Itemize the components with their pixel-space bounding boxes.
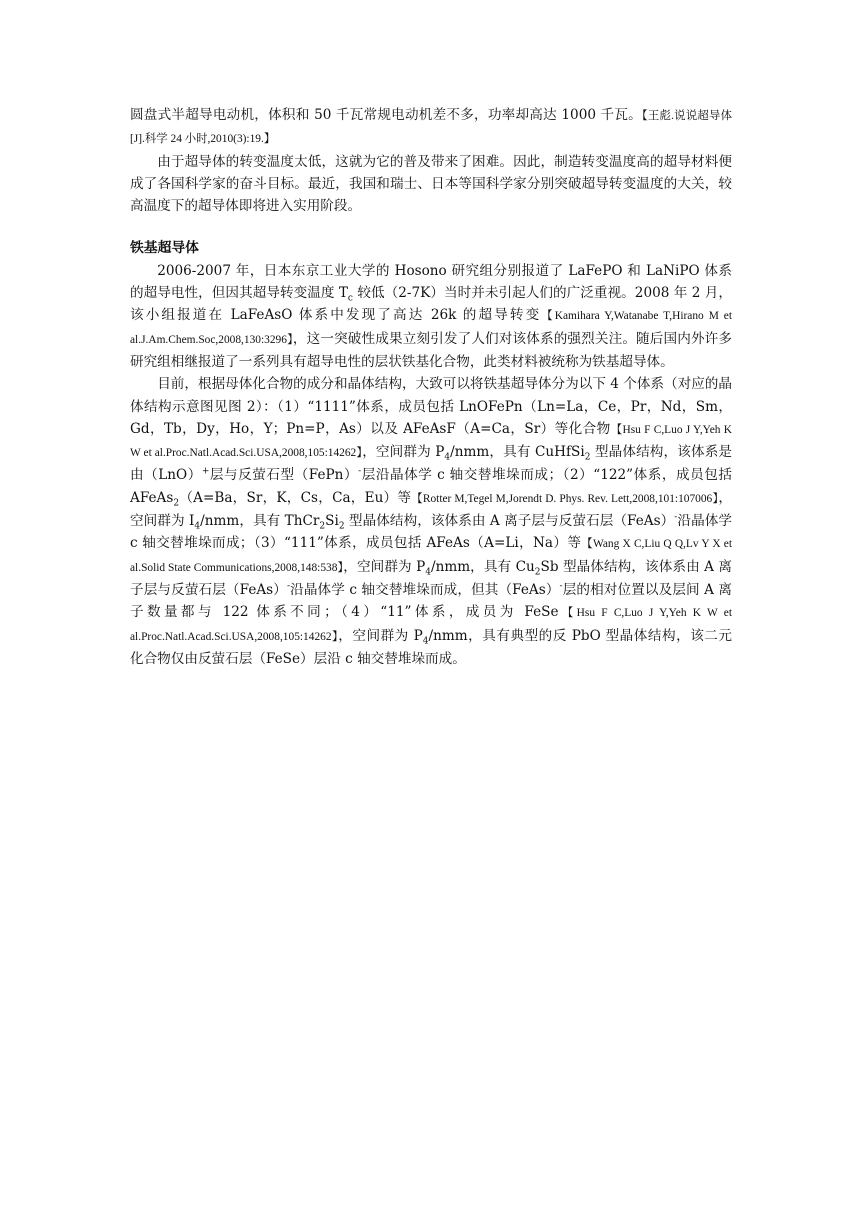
- text-run: 2006-2007 年，日本东京工业大学的 Hosono 研究组分别报道了 LaFePO 和 LaNiPO 体系的超导电性，但因其超导转变温度 T: [130, 262, 732, 302]
- text-run: ，空间群为 I: [130, 489, 732, 530]
- text-run: ，空间群为 P: [343, 558, 426, 575]
- subscript: 2: [338, 521, 345, 532]
- superscript: -: [286, 581, 291, 592]
- text-run: 型晶体结构，该体系是由（LnO）: [130, 444, 733, 484]
- text-run: /nmm，具有 Cu: [430, 558, 535, 575]
- subscript: 4: [425, 567, 431, 578]
- subscript: c: [347, 293, 353, 304]
- text-run: 目前，根据母体化合物的成分和晶体结构，大致可以将铁基超导体分为以下 4 个体系（对应的晶体结构示意图见图 2）：（1）“1111”体系，成员包括 LnOFePn（Ln=La，Ce，Pr，Nd，Sm，Gd，Tb，Dy，Ho，Y；Pn=P，As）以及 AFeAsF（A=Ca，Sr）等化合物: [130, 376, 732, 437]
- text-run: ，这一突破性成果立刻引发了人们对该体系的强烈关注。随后国内外许多研究组相继报道了一系列具有超导电性的层状铁基化合物，此类材料被统称为铁基超导体。: [130, 330, 732, 370]
- citation: 【Hsu F C,Luo J Y,Yeh K W et al.Proc.Natl.Acad.Sci.USA,2008,105:14262】: [130, 423, 732, 460]
- text-run: 沿晶体学 c 轴交替堆垛而成，但其（FeAs）: [290, 581, 560, 598]
- citation: 【Hsu F C,Luo J Y,Yeh K W et al.Proc.Natl.Acad.Sci.USA,2008,105:14262】: [130, 607, 732, 643]
- text-run: 层的相对位置以及层间 A 离子数量都与 122 体系不同；（4）“11”体系，成员为 FeSe: [130, 581, 733, 621]
- text-run: 较低（2-7K）当时并未引起人们的广泛重视。2008 年 2 月，该小组报道在 LaFeAsO 体系中发现了高达 26k 的超导转变: [130, 285, 732, 324]
- paragraph-transition-temperature: 由于超导体的转变温度太低，这就为它的普及带来了困难。因此，制造转变温度高的超导材料便成了各国科学家的奋斗目标。最近，我国和瑞士、日本等国科学家分别突破超导转变温度的大关，较高温度下的超导体即将进入实用阶段。: [130, 153, 732, 215]
- paragraph-text: 圆盘式半超导电动机，体积和 50 千瓦常规电动机差不多，功率却高达 1000 千瓦。: [130, 107, 642, 123]
- citation: 【Kamihara Y,Watanabe T,Hirano M et al.J.Am.Chem.Soc,2008,130:3296】: [130, 310, 732, 346]
- text-run: 层与反萤石型（FePn）: [209, 467, 359, 484]
- superscript: +: [201, 466, 210, 477]
- text-run: 层沿晶体学 c 轴交替堆垛而成；（2）“122”体系，成员包括 AFeAs: [130, 467, 732, 506]
- paragraph-motor: [130, 104, 732, 151]
- subscript: 2: [173, 498, 180, 509]
- subscript: 2: [584, 452, 591, 463]
- superscript: -: [674, 512, 678, 523]
- text-run: Si: [325, 513, 339, 530]
- text-run: 沿晶体学 c 轴交替堆垛而成；（3）“111”体系，成员包括 AFeAs（A=Li，Na）等: [130, 513, 732, 552]
- subscript: 4: [194, 521, 201, 532]
- superscript: -: [559, 581, 563, 592]
- subscript: 2: [534, 567, 541, 578]
- subscript: 4: [422, 636, 429, 647]
- paragraph-classification: [130, 373, 732, 670]
- text-run: Sb 型晶体结构，该体系由 A 离子层与反萤石层（FeAs）: [130, 558, 732, 598]
- paragraph-history: [130, 260, 732, 373]
- subscript: 2: [319, 521, 326, 532]
- text-run: （A=Ba，Sr，K，Cs，Ca，Eu）等: [179, 489, 412, 506]
- superscript: -: [358, 466, 362, 477]
- text-run: /nmm，具有 ThCr: [200, 513, 320, 530]
- subscript: 4: [444, 452, 451, 463]
- text-run: /nmm，具有 CuHfSi: [450, 444, 585, 461]
- text-run: ，空间群为 P: [362, 444, 445, 461]
- citation: 【Rotter M,Tegel M,Jorendt D. Phys. Rev. Lett,2008,101:107006】: [411, 492, 719, 505]
- citation: 【Wang X C,Liu Q Q,Lv Y X et al.Solid State Communications,2008,148:538】: [130, 538, 732, 574]
- text-run: /nmm，具有典型的反 PbO 型晶体结构，该二元化合物仅由反萤石层（FeSe）层沿 c 轴交替堆垛而成。: [130, 627, 733, 667]
- document-page: [130, 104, 732, 670]
- section-heading: 铁基超导体: [130, 240, 199, 257]
- text-run: ，空间群为 P: [338, 627, 423, 644]
- text-run: 型晶体结构，该体系由 A 离子层与反萤石层（FeAs）: [344, 513, 675, 530]
- citation: 【王彪.说说超导体[J].科学 24 小时,2010(3):19.】: [130, 110, 732, 146]
